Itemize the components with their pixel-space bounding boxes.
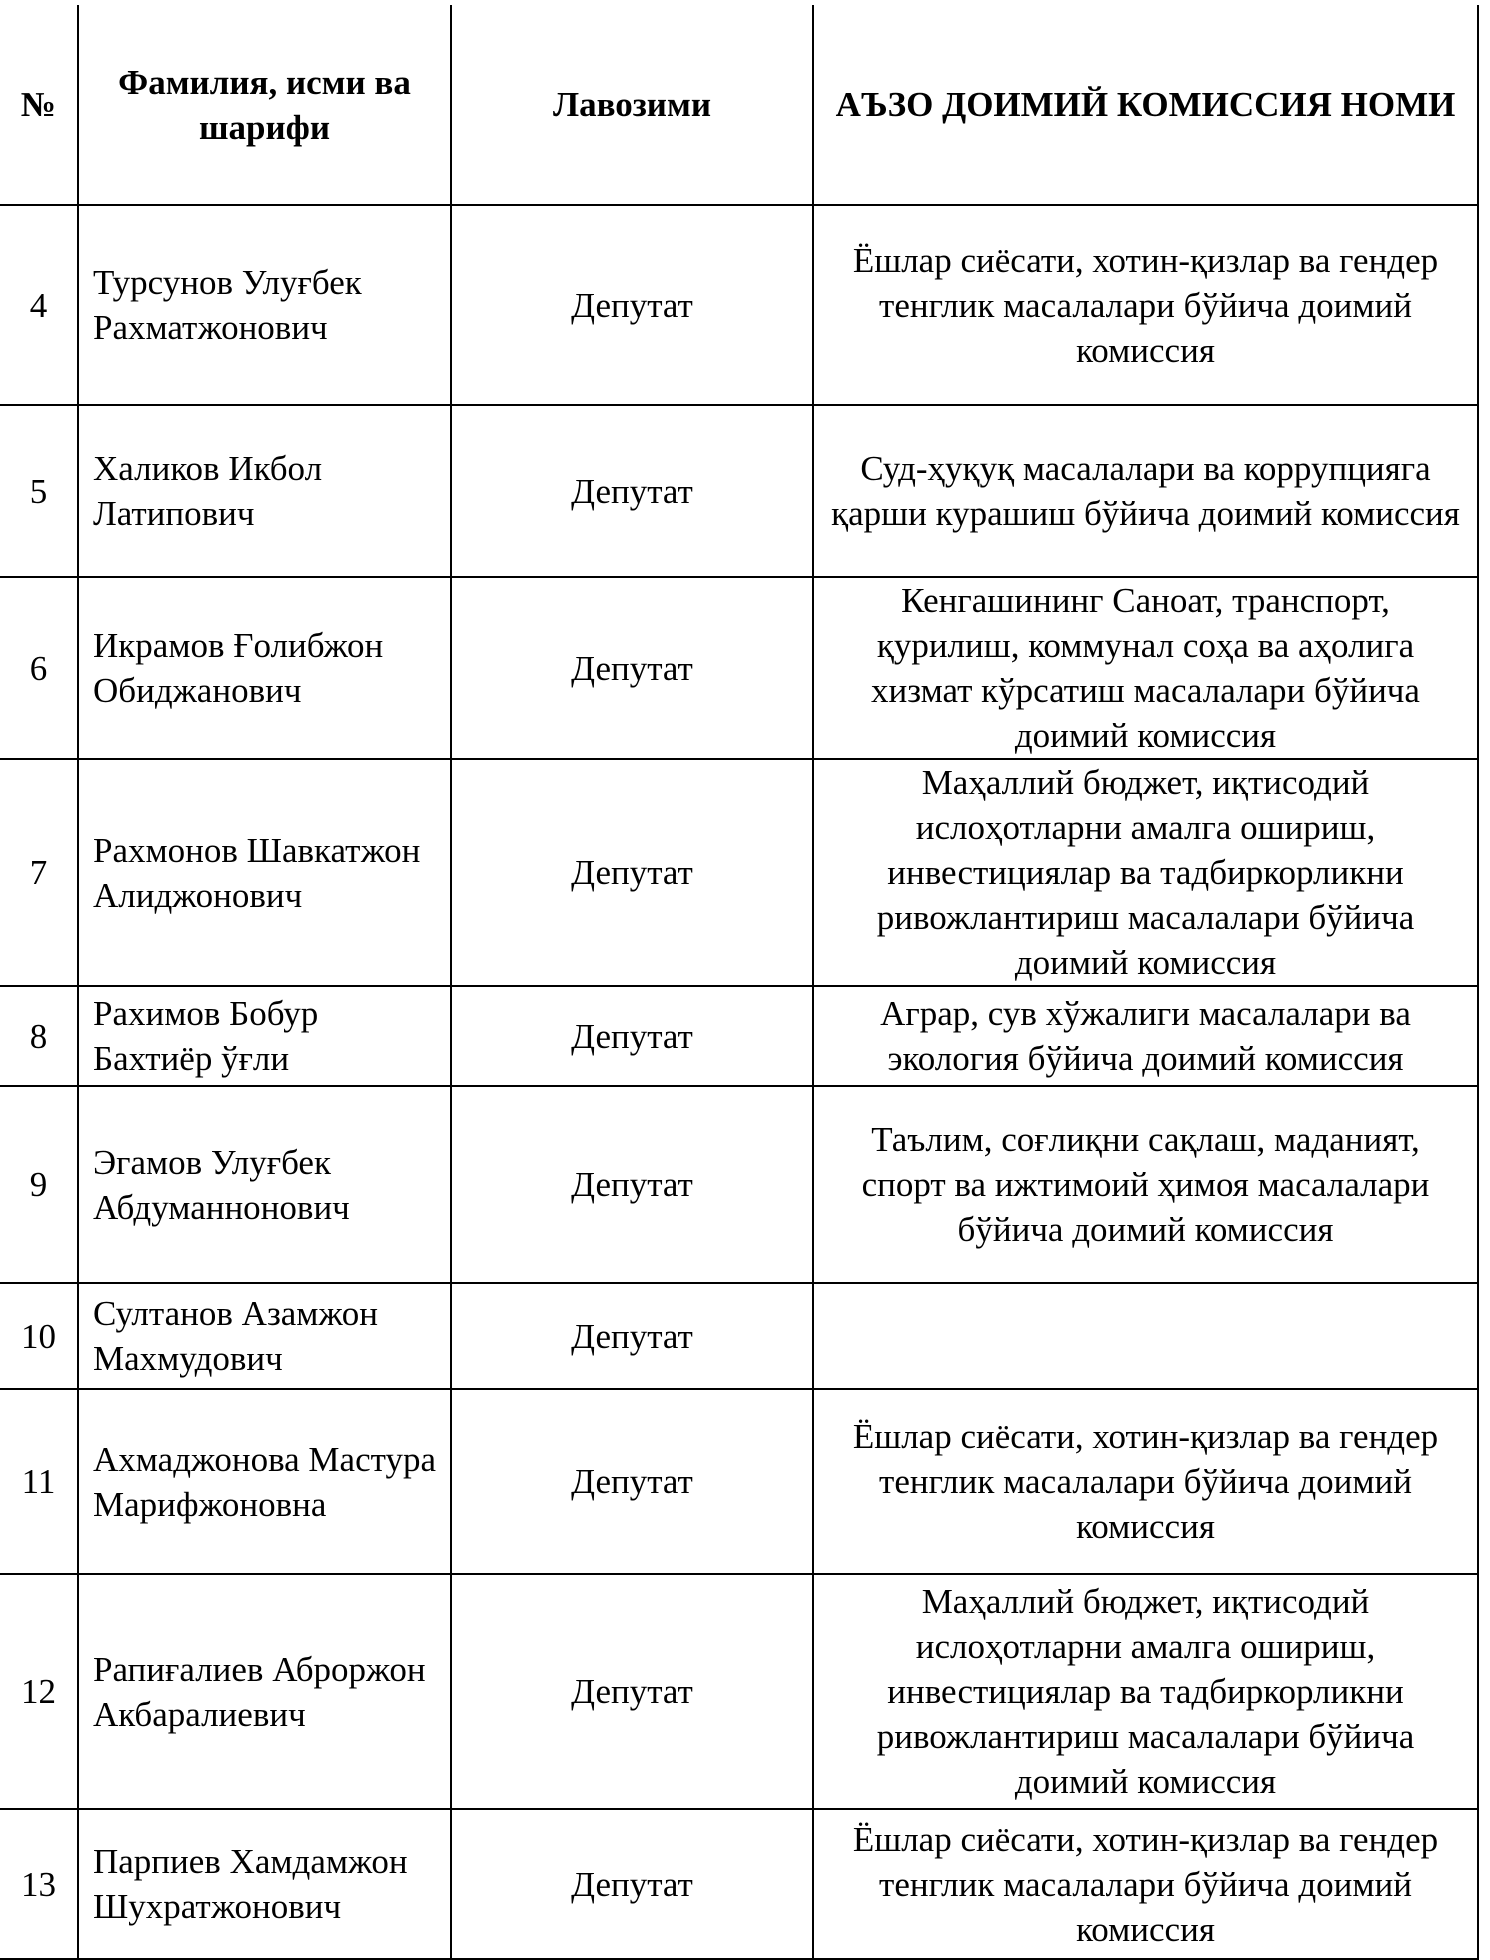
row-full-name: Рахимов Бобур Бахтиёр ўғли — [78, 986, 451, 1086]
row-commission: Суд-ҳуқуқ масалалари ва коррупцияга қарши курашиш бўйича доимий комиссия — [813, 405, 1478, 577]
row-commission: Ёшлар сиёсати, хотин-қизлар ва гендер тенглик масалалари бўйича доимий комиссия — [813, 1389, 1478, 1574]
table-row — [0, 1389, 1478, 1574]
row-commission: Таълим, соғлиқни сақлаш, маданият, спорт ва ижтимоий ҳимоя масалалари бўйича доимий комиссия — [813, 1086, 1478, 1283]
row-full-name: Султанов Азамжон Махмудович — [78, 1283, 451, 1389]
table-row — [0, 986, 1478, 1086]
row-position: Депутат — [451, 405, 813, 577]
row-position: Депутат — [451, 577, 813, 759]
table-header-row — [0, 5, 1478, 205]
row-number: 10 — [0, 1283, 78, 1389]
row-commission: Аграр, сув хўжалиги масалалари ва экология бўйича доимий комиссия — [813, 986, 1478, 1086]
table-row — [0, 1086, 1478, 1283]
row-number: 6 — [0, 577, 78, 759]
header-number: № — [0, 5, 78, 205]
row-commission — [813, 1283, 1478, 1389]
row-position: Депутат — [451, 1809, 813, 1959]
table-row — [0, 1283, 1478, 1389]
row-position: Депутат — [451, 986, 813, 1086]
row-commission: Кенгашининг Саноат, транспорт, қурилиш, коммунал соҳа ва аҳолига хизмат кўрсатиш масалалари бўйича доимий комиссия — [813, 577, 1478, 759]
row-position: Депутат — [451, 1389, 813, 1574]
header-full-name: Фамилия, исми ва шарифи — [78, 5, 451, 205]
row-full-name: Турсунов Улуғбек Рахматжонович — [78, 205, 451, 405]
row-number: 9 — [0, 1086, 78, 1283]
header-commission: АЪЗО ДОИМИЙ КОМИССИЯ НОМИ — [813, 5, 1478, 205]
row-number: 13 — [0, 1809, 78, 1959]
row-position: Депутат — [451, 1283, 813, 1389]
row-full-name: Ахмаджонова Мастура Марифжоновна — [78, 1389, 451, 1574]
row-number: 12 — [0, 1574, 78, 1809]
header-position: Лавозими — [451, 5, 813, 205]
row-commission: Маҳаллий бюджет, иқтисодий ислоҳотларни амалга ошириш, инвестициялар ва тадбиркорликни ривожлантириш масалалари бўйича доимий комиссия — [813, 1574, 1478, 1809]
row-number: 11 — [0, 1389, 78, 1574]
row-full-name: Парпиев Хамдамжон Шухратжонович — [78, 1809, 451, 1959]
row-full-name: Икрамов Ғолибжон Обиджанович — [78, 577, 451, 759]
row-number: 4 — [0, 205, 78, 405]
table-row — [0, 205, 1478, 405]
table-row — [0, 759, 1478, 986]
row-position: Депутат — [451, 1574, 813, 1809]
row-position: Депутат — [451, 1086, 813, 1283]
row-full-name: Рапиғалиев Аброржон Акбаралиевич — [78, 1574, 451, 1809]
row-full-name: Эгамов Улуғбек Абдуманнонович — [78, 1086, 451, 1283]
row-number: 5 — [0, 405, 78, 577]
row-position: Депутат — [451, 759, 813, 986]
table-row — [0, 1809, 1478, 1959]
row-number: 8 — [0, 986, 78, 1086]
row-full-name: Рахмонов Шавкатжон Алиджонович — [78, 759, 451, 986]
members-table — [0, 5, 1479, 1960]
row-position: Депутат — [451, 205, 813, 405]
row-full-name: Халиков Икбол Латипович — [78, 405, 451, 577]
row-commission: Ёшлар сиёсати, хотин-қизлар ва гендер тенглик масалалари бўйича доимий комиссия — [813, 1809, 1478, 1959]
table-row — [0, 1574, 1478, 1809]
table-row — [0, 577, 1478, 759]
row-commission: Ёшлар сиёсати, хотин-қизлар ва гендер тенглик масалалари бўйича доимий комиссия — [813, 205, 1478, 405]
row-commission: Маҳаллий бюджет, иқтисодий ислоҳотларни амалга ошириш, инвестициялар ва тадбиркорликни ривожлантириш масалалари бўйича доимий комиссия — [813, 759, 1478, 986]
table-row — [0, 405, 1478, 577]
row-number: 7 — [0, 759, 78, 986]
